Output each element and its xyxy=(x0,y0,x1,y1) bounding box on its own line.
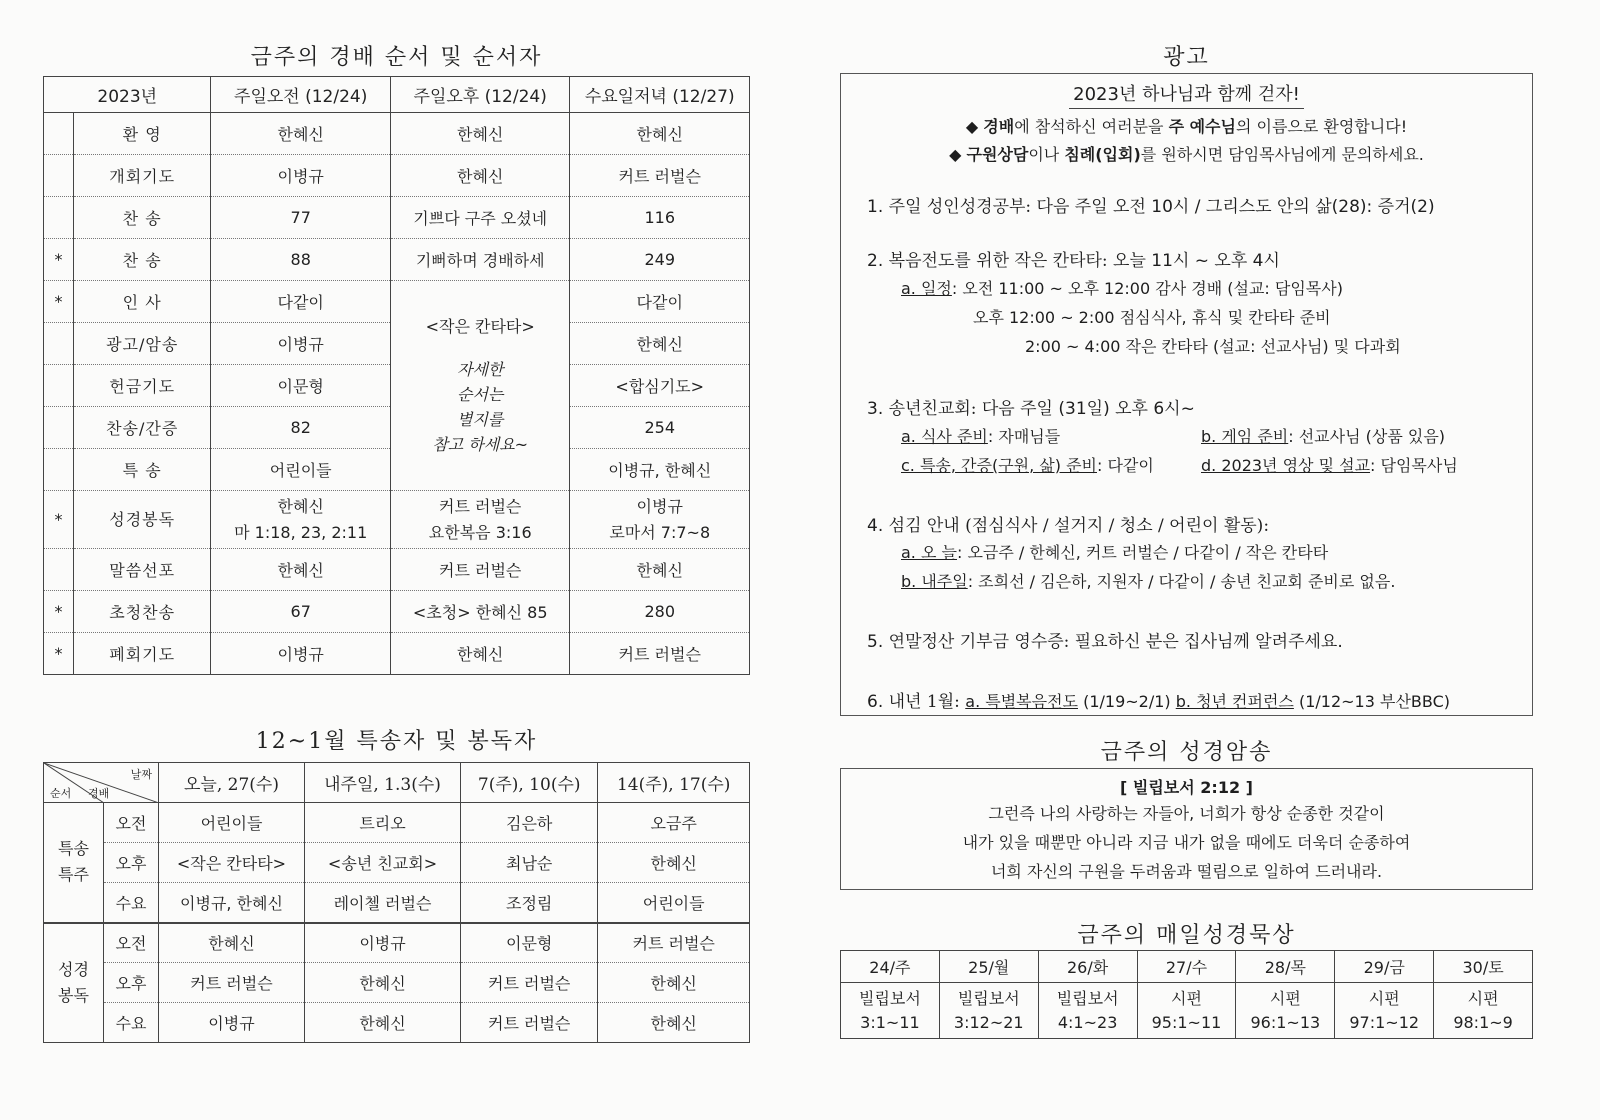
table-cell: 어린이들 xyxy=(598,883,750,923)
standing-marker: * xyxy=(44,239,74,281)
standing-marker: * xyxy=(44,491,74,549)
table-cell: 한혜신 xyxy=(211,113,391,155)
chapter-ref: 3:1~11 xyxy=(860,1012,920,1032)
book-name: 시편 xyxy=(1269,988,1301,1008)
table-row xyxy=(44,843,750,883)
table-cell: 기뻐하며 경배하세 xyxy=(390,239,570,281)
day-header: 29/금 xyxy=(1335,951,1434,983)
table-cell: 김은하 xyxy=(461,803,598,843)
row-label: 찬 송 xyxy=(73,239,211,281)
row-label: 광고/암송 xyxy=(73,323,211,365)
day-header-row xyxy=(841,951,1533,983)
announcement-item-4 xyxy=(867,511,1269,536)
table-cell: <합심기도> xyxy=(570,365,750,407)
standing-marker xyxy=(44,365,74,407)
column-header: 주일오후 (12/24) xyxy=(390,77,570,113)
row-label: 초청찬송 xyxy=(73,591,211,633)
table-cell: 이병규 xyxy=(211,155,391,197)
table-cell: 어린이들 xyxy=(211,449,391,491)
table-cell: 82 xyxy=(211,407,391,449)
item-number: 4. xyxy=(867,516,884,536)
item-key: 복음전도를 위한 작은 칸타타: xyxy=(888,251,1108,271)
item-key: 섬김 안내 (점심식사 / 설거지 / 청소 / 어린이 활동): xyxy=(888,516,1270,536)
diamond-bullet-icon: ◆ xyxy=(965,117,979,136)
item-text: 다음 주일 (31일) 오후 6시~ xyxy=(976,399,1195,419)
reading-cell xyxy=(1335,983,1434,1039)
day-header: 27/수 xyxy=(1137,951,1236,983)
table-row xyxy=(44,239,750,281)
bullet-text: 에 참석하신 여러분을 xyxy=(1014,117,1169,136)
standing-marker xyxy=(44,197,74,239)
chapter-ref: 95:1~11 xyxy=(1151,1012,1222,1032)
sub-label: a. 특별복음전도 xyxy=(965,692,1078,711)
table-cell: 한혜신 xyxy=(598,963,750,1003)
table-cell: 어린이들 xyxy=(159,803,305,843)
column-header: 7(주), 10(수) xyxy=(461,763,598,803)
sub-text: : 선교사님 (상품 있음) xyxy=(1288,427,1446,446)
announcement-item-5 xyxy=(867,627,1343,652)
cantata-merged-cell xyxy=(390,281,570,491)
service-label: 오후 xyxy=(104,963,159,1003)
table-row xyxy=(44,963,750,1003)
standing-marker xyxy=(44,549,74,591)
schedule-line: 2:00 ~ 4:00 작은 칸타타 (설교: 선교사님) 및 다과회 xyxy=(1025,337,1401,356)
standing-marker xyxy=(44,113,74,155)
item-number: 1. xyxy=(867,197,884,217)
table-cell: 254 xyxy=(570,407,750,449)
book-name: 시편 xyxy=(1171,988,1202,1008)
sub-item xyxy=(1201,424,1445,447)
standing-marker xyxy=(44,407,74,449)
chapter-ref: 96:1~13 xyxy=(1250,1012,1321,1032)
day-header: 30/토 xyxy=(1434,951,1533,983)
day-header: 28/목 xyxy=(1236,951,1335,983)
table-cell: <송년 친교회> xyxy=(304,843,460,883)
item-number: 2. xyxy=(867,251,884,271)
sub-text: : 오금주 / 한혜신, 커트 러벌슨 / 다같이 / 작은 칸타타 xyxy=(956,543,1329,562)
year-header: 2023년 xyxy=(44,77,211,113)
reading-cell xyxy=(1434,983,1533,1039)
table-row xyxy=(44,491,750,549)
sub-item xyxy=(901,540,1328,563)
table-cell: 한혜신 xyxy=(570,113,750,155)
row-label: 성경봉독 xyxy=(73,491,211,549)
row-label: 폐회기도 xyxy=(73,633,211,675)
corner-service-label: 경배 xyxy=(88,787,110,800)
sub-label: b. 내주일 xyxy=(901,572,968,591)
reading-cell xyxy=(1038,983,1137,1039)
column-header: 수요일저녁 (12/27) xyxy=(570,77,750,113)
special-schedule-title xyxy=(43,724,750,755)
table-cell: 이병규 xyxy=(304,923,460,963)
sub-text: : 오전 11:00 ~ 오후 12:00 감사 경배 (설교: 담임목사) xyxy=(951,279,1343,298)
table-cell: 다같이 xyxy=(211,281,391,323)
item-number: 5. xyxy=(867,632,884,652)
daily-reading-table xyxy=(840,950,1533,1039)
reading-cell xyxy=(939,983,1038,1039)
table-cell: 이병규 xyxy=(211,633,391,675)
table-cell: 커트 러벌슨 xyxy=(461,963,598,1003)
welcome-bullet xyxy=(841,114,1532,137)
bold-text: 구원상담 xyxy=(966,145,1029,164)
sub-text: (1/19~2/1) xyxy=(1077,692,1176,711)
chapter-ref: 98:1~9 xyxy=(1453,1012,1513,1032)
announcements-title: 광고 xyxy=(1163,45,1210,70)
table-cell xyxy=(390,491,570,549)
column-header: 주일오전 (12/24) xyxy=(211,77,391,113)
title-text: 월 특송자 및 봉독자 xyxy=(324,729,538,754)
standing-marker xyxy=(44,323,74,365)
item-text: 다음 주일 오전 10시 / 그리스도 안의 삶(28): 증거(2) xyxy=(1031,197,1435,217)
row-label: 헌금기도 xyxy=(73,365,211,407)
scripture-ref: 로마서 7:7~8 xyxy=(609,522,711,542)
table-cell: 커트 러벌슨 xyxy=(598,923,750,963)
group-label-line: 성경 xyxy=(58,959,89,979)
chapter-ref: 97:1~12 xyxy=(1349,1012,1420,1032)
sub-item xyxy=(901,424,1060,447)
schedule-line: 오후 12:00 ~ 2:00 점심식사, 휴식 및 칸타타 준비 xyxy=(973,308,1331,327)
table-cell: 한혜신 xyxy=(390,633,570,675)
group-label xyxy=(44,803,104,923)
schedule-line xyxy=(901,276,1343,299)
sub-text: : 자매님들 xyxy=(987,427,1061,446)
merged-note-line: 참고 하세요~ xyxy=(432,435,529,454)
memory-verse-title: 금주의 성경암송 xyxy=(1100,740,1273,765)
day-header: 26/화 xyxy=(1038,951,1137,983)
table-cell: 다같이 xyxy=(570,281,750,323)
table-cell: 67 xyxy=(211,591,391,633)
corner-order-label: 순서 xyxy=(50,787,72,800)
table-cell: 오금주 xyxy=(598,803,750,843)
table-row xyxy=(44,197,750,239)
cantata-label: <작은 칸타타> xyxy=(425,317,535,336)
table-cell: 이병규, 한혜신 xyxy=(570,449,750,491)
diagonal-corner-header xyxy=(44,763,159,803)
column-header: 14(주), 17(수) xyxy=(598,763,750,803)
table-cell: 한혜신 xyxy=(304,963,460,1003)
title-months: 12~1 xyxy=(255,729,325,754)
table-cell: 커트 러벌슨 xyxy=(570,633,750,675)
merged-note-line: 별지를 xyxy=(457,410,504,429)
sub-label: a. 오 늘 xyxy=(901,543,957,562)
row-label: 찬 송 xyxy=(73,197,211,239)
table-row xyxy=(44,591,750,633)
table-cell: 한혜신 xyxy=(598,1003,750,1043)
table-cell xyxy=(211,491,391,549)
table-cell: 커트 러벌슨 xyxy=(159,963,305,1003)
row-label: 개회기도 xyxy=(73,155,211,197)
book-name: 빌립보서 xyxy=(1056,988,1119,1008)
standing-marker: * xyxy=(44,633,74,675)
group-label xyxy=(44,923,104,1043)
table-row xyxy=(44,113,750,155)
service-label: 오전 xyxy=(104,803,159,843)
table-cell: 트리오 xyxy=(304,803,460,843)
bullet-text: 이나 xyxy=(1028,145,1065,164)
service-label: 오전 xyxy=(104,923,159,963)
row-label: 찬송/간증 xyxy=(73,407,211,449)
verse-line: 그런즉 나의 사랑하는 자들아, 너희가 항상 순종한 것같이 xyxy=(988,804,1385,823)
sub-label: a. 일정 xyxy=(901,279,952,298)
table-cell: 280 xyxy=(570,591,750,633)
table-cell: 한혜신 xyxy=(211,549,391,591)
item-key: 주일 성인성경공부: xyxy=(888,197,1032,217)
merged-note-line: 자세한 xyxy=(457,360,504,379)
book-name: 빌립보서 xyxy=(859,988,921,1008)
item-number: 6. xyxy=(867,692,884,712)
merged-note-line: 순서는 xyxy=(457,385,504,404)
column-header: 내주일, 1.3(수) xyxy=(304,763,460,803)
worship-order-title: 금주의 경배 순서 및 순서자 xyxy=(250,45,543,70)
table-cell: 조정림 xyxy=(461,883,598,923)
sub-item xyxy=(901,569,1395,592)
announcement-item-2 xyxy=(867,246,1280,271)
table-row xyxy=(44,281,750,323)
diamond-bullet-icon: ◆ xyxy=(949,145,962,164)
book-name: 빌립보서 xyxy=(957,988,1020,1008)
table-cell: 한혜신 xyxy=(304,1003,460,1043)
table-row xyxy=(44,803,750,843)
service-label: 수요 xyxy=(104,1003,159,1043)
reader-name: 커트 러벌슨 xyxy=(439,496,522,516)
sub-label: a. 식사 준비 xyxy=(901,427,988,446)
worship-order-table xyxy=(43,76,750,675)
table-cell: 한혜신 xyxy=(390,155,570,197)
table-row xyxy=(44,155,750,197)
announcements-headline xyxy=(841,80,1532,106)
table-cell: 한혜신 xyxy=(598,843,750,883)
sub-text: (1/12~13 부산BBC) xyxy=(1293,692,1450,711)
bold-text: 주 예수님 xyxy=(1168,117,1236,136)
table-cell: 이문형 xyxy=(211,365,391,407)
group-label-line: 특송 xyxy=(58,839,89,859)
headline-text: 2023년 하나님과 함께 걷자! xyxy=(1069,84,1304,109)
table-cell: 249 xyxy=(570,239,750,281)
table-row xyxy=(44,923,750,963)
corner-date-label: 날짜 xyxy=(130,768,152,781)
table-cell: <초청> 한혜신 85 xyxy=(390,591,570,633)
table-cell: <작은 칸타타> xyxy=(159,843,305,883)
bold-text: 침례(입회) xyxy=(1064,145,1141,164)
table-cell: 88 xyxy=(211,239,391,281)
table-cell: 한혜신 xyxy=(570,549,750,591)
verse-line: 내가 있을 때뿐만 아니라 지금 내가 없을 때에도 더욱더 순종하여 xyxy=(962,833,1411,852)
standing-marker: * xyxy=(44,281,74,323)
table-cell: 기쁘다 구주 오셨네 xyxy=(390,197,570,239)
sub-text: : 다같이 xyxy=(1097,456,1154,475)
table-cell: 한혜신 xyxy=(570,323,750,365)
item-key: 연말정산 기부금 영수증: xyxy=(888,632,1070,652)
verse-reference: [ 빌립보서 2:12 ] xyxy=(1120,778,1253,797)
daily-reading-title: 금주의 매일성경묵상 xyxy=(1077,923,1296,948)
day-header: 25/월 xyxy=(939,951,1038,983)
table-cell: 커트 러벌슨 xyxy=(461,1003,598,1043)
table-row xyxy=(44,633,750,675)
contact-bullet xyxy=(841,142,1532,165)
row-label: 말씀선포 xyxy=(73,549,211,591)
row-label: 특 송 xyxy=(73,449,211,491)
reading-cell xyxy=(841,983,940,1039)
group-label-line: 봉독 xyxy=(58,985,89,1005)
bullet-text: 의 이름으로 환영합니다! xyxy=(1235,117,1408,136)
table-cell: 최남순 xyxy=(461,843,598,883)
chapter-ref: 3:12~21 xyxy=(953,1012,1024,1032)
reader-name: 이병규 xyxy=(636,496,683,516)
bullet-text: 를 원하시면 담임목사님에게 문의하세요. xyxy=(1140,145,1424,164)
service-label: 수요 xyxy=(104,883,159,923)
table-cell: 이병규 xyxy=(159,1003,305,1043)
row-label: 인 사 xyxy=(73,281,211,323)
table-header-row xyxy=(44,77,750,113)
memory-verse-box xyxy=(840,768,1533,890)
special-schedule-table xyxy=(43,762,750,1043)
standing-marker: * xyxy=(44,591,74,633)
item-number: 3. xyxy=(867,399,884,419)
service-label: 오후 xyxy=(104,843,159,883)
item-key: 송년친교회: xyxy=(888,399,977,419)
sub-label: d. 2023년 영상 및 설교 xyxy=(1201,456,1371,475)
verse-line: 너희 자신의 구원을 두려움과 떨림으로 일하여 드러내라. xyxy=(990,862,1383,881)
item-text: 필요하신 분은 집사님께 알려주세요. xyxy=(1069,632,1343,652)
chapter-ref: 4:1~23 xyxy=(1057,1012,1118,1032)
table-cell: 한혜신 xyxy=(159,923,305,963)
bold-text: 경배 xyxy=(983,117,1015,136)
sub-label: b. 청년 컨퍼런스 xyxy=(1175,692,1294,711)
table-cell: 116 xyxy=(570,197,750,239)
table-row xyxy=(44,549,750,591)
announcement-item-6 xyxy=(867,687,1450,712)
column-header: 오늘, 27(수) xyxy=(159,763,305,803)
item-key: 내년 1월: xyxy=(888,692,960,712)
standing-marker xyxy=(44,155,74,197)
table-cell: 이병규 xyxy=(211,323,391,365)
sub-text: : 담임목사님 xyxy=(1370,456,1458,475)
sub-item xyxy=(1201,453,1458,476)
announcements-box xyxy=(840,73,1533,716)
item-text: 오늘 11시 ~ 오후 4시 xyxy=(1107,251,1280,271)
book-name: 시편 xyxy=(1467,988,1499,1008)
book-name: 시편 xyxy=(1368,988,1400,1008)
table-row xyxy=(44,1003,750,1043)
table-row xyxy=(44,883,750,923)
reading-row xyxy=(841,983,1533,1039)
row-label: 환 영 xyxy=(73,113,211,155)
day-header: 24/주 xyxy=(841,951,940,983)
standing-marker xyxy=(44,449,74,491)
table-cell: 커트 러벌슨 xyxy=(390,549,570,591)
announcement-item-1 xyxy=(867,192,1435,217)
sub-label: c. 특송, 간증(구원, 삶) 준비 xyxy=(901,456,1097,475)
table-cell: 이병규, 한혜신 xyxy=(159,883,305,923)
sub-label: b. 게임 준비 xyxy=(1201,427,1289,446)
announcement-item-3 xyxy=(867,394,1195,419)
sub-item xyxy=(901,453,1154,476)
table-cell: 레이첼 러벌슨 xyxy=(304,883,460,923)
table-cell xyxy=(570,491,750,549)
reading-cell xyxy=(1137,983,1236,1039)
scripture-ref: 마 1:18, 23, 2:11 xyxy=(234,522,368,542)
scripture-ref: 요한복음 3:16 xyxy=(428,522,532,542)
table-header-row xyxy=(44,763,750,803)
reader-name: 한혜신 xyxy=(277,496,324,516)
sub-text: : 조희선 / 김은하, 지원자 / 다같이 / 송년 친교회 준비로 없음. xyxy=(967,572,1396,591)
reading-cell xyxy=(1236,983,1335,1039)
table-cell: 77 xyxy=(211,197,391,239)
table-cell: 커트 러벌슨 xyxy=(570,155,750,197)
table-cell: 한혜신 xyxy=(390,113,570,155)
table-cell: 이문형 xyxy=(461,923,598,963)
group-label-line: 특주 xyxy=(58,865,89,885)
